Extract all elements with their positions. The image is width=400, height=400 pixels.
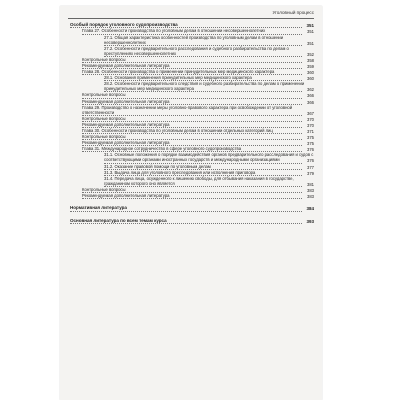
toc-page-number: 351 <box>306 23 314 28</box>
header-rule <box>68 18 314 19</box>
toc-page-number: 366 <box>307 93 314 99</box>
toc-entry-title: 31.2. Оказание правовой помощи по уголовным делам <box>104 163 211 169</box>
toc-entry-title: Контрольные вопросы <box>82 92 126 98</box>
toc-section-entry <box>70 218 314 224</box>
toc-page-number: 351 <box>307 40 314 46</box>
toc-page-number: 359 <box>307 63 314 69</box>
toc-entry-title: Нормативная литература <box>70 205 127 211</box>
toc-page-number: 375 <box>307 135 314 141</box>
toc-entry-title: Рекомендуемая дополнительная литература <box>82 98 170 104</box>
toc-entry-title: Глава 30. Особенности производства по уголовным делам в отношении отдельных категорий лиц <box>82 128 273 133</box>
toc-page-number: 352 <box>307 51 314 57</box>
toc-page-number: 370 <box>307 122 314 128</box>
toc-section-entry <box>70 205 314 211</box>
toc-entry-title: Глава 27. Особенности производства по уголовным делам в отношении несовершеннолетних <box>82 28 266 34</box>
toc-entry-title: 31.4. Передача лица, осужденного к лишению свободы, для отбывания наказания в государстве, гражданином которого оно является <box>104 175 294 186</box>
toc-entry-title: Контрольные вопросы <box>82 134 126 140</box>
toc-entry-title: Основная литература по всем темам курса <box>70 217 167 223</box>
toc-subsection-entry <box>70 46 314 57</box>
toc-entry-title: 27.1. Общая характеристика особенностей производства по уголовным делам в отношении несовершеннолетних <box>104 34 284 45</box>
toc-entry-title: 27.2. Особенности предварительного расследования и судебного разбирательства по делам о преступлениях несовершеннолетних <box>104 45 289 56</box>
toc-page-number: 370 <box>307 116 314 122</box>
toc-subsection-entry <box>70 176 314 187</box>
toc-page-number: 371 <box>307 129 314 134</box>
toc-entry-title: 31.3. Выдача лица для уголовного преследования или исполнения приговора <box>104 169 256 175</box>
toc-entry-title: 31.1. Основные положения о порядке взаимодействия органов предварительного расследования и судов с соответствующими органами иностранных государств и международными организациями <box>104 152 314 163</box>
toc-page-number: 379 <box>307 170 314 176</box>
toc-entry-title: Глава 28. Особенности производства о применении принудительных мер медицинского характера <box>82 69 275 75</box>
toc-chapter-entry <box>70 193 314 199</box>
toc-entry-title: Глава 31. Международное сотрудничество в сфере уголовного судопроизводства <box>82 146 242 152</box>
table-of-contents <box>70 22 314 224</box>
toc-page-number: 376 <box>307 158 314 164</box>
toc-entry-title: Рекомендуемая дополнительная литература <box>82 121 170 127</box>
toc-page-number: 381 <box>307 181 314 187</box>
toc-page-number: 360 <box>307 76 314 82</box>
toc-page-number: 393 <box>306 218 314 224</box>
toc-page-number: 351 <box>307 29 314 35</box>
toc-subsection-entry <box>70 152 314 163</box>
toc-entry-title: Особый порядок уголовного судопроизводства <box>70 22 178 27</box>
toc-entry-title: Рекомендуемая дополнительная литература <box>82 140 170 146</box>
toc-entry-title: Контрольные вопросы <box>82 115 126 121</box>
toc-page-number: 362 <box>307 87 314 93</box>
book-page <box>60 6 322 400</box>
running-head: Уголовный процесс <box>272 10 314 15</box>
toc-page-number: 376 <box>307 147 314 153</box>
toc-subsection-entry <box>70 35 314 46</box>
toc-entry-title: Рекомендуемая дополнительная литература <box>82 62 170 68</box>
toc-page-number: 358 <box>307 57 314 63</box>
toc-page-number: 377 <box>307 164 314 170</box>
toc-page-number: 375 <box>307 141 314 147</box>
toc-page-number: 383 <box>307 194 314 200</box>
toc-entry-title: Рекомендуемая дополнительная литература <box>82 193 170 199</box>
toc-subsection-entry <box>70 81 314 92</box>
toc-entry-title: Глава 29. Производство о назначении меры уголовно-правового характера при освобождении от уголовной ответственности <box>82 104 293 115</box>
toc-chapter-entry <box>70 105 314 116</box>
toc-entry-title: 28.2. Особенности предварительного следствия и судебного разбирательства по делам о применении принудительных мер медицинского характера <box>104 81 305 92</box>
toc-entry-title: Контрольные вопросы <box>82 186 126 192</box>
toc-page-number: 384 <box>306 206 314 212</box>
toc-page-number: 360 <box>307 70 314 76</box>
toc-page-number: 367 <box>307 110 314 116</box>
toc-entry-title: Контрольные вопросы <box>82 56 126 62</box>
toc-page-number: 383 <box>307 187 314 193</box>
toc-page-number: 366 <box>307 99 314 105</box>
toc-entry-title: 28.1. Основания применения принудительных мер медицинского характера <box>104 75 252 81</box>
